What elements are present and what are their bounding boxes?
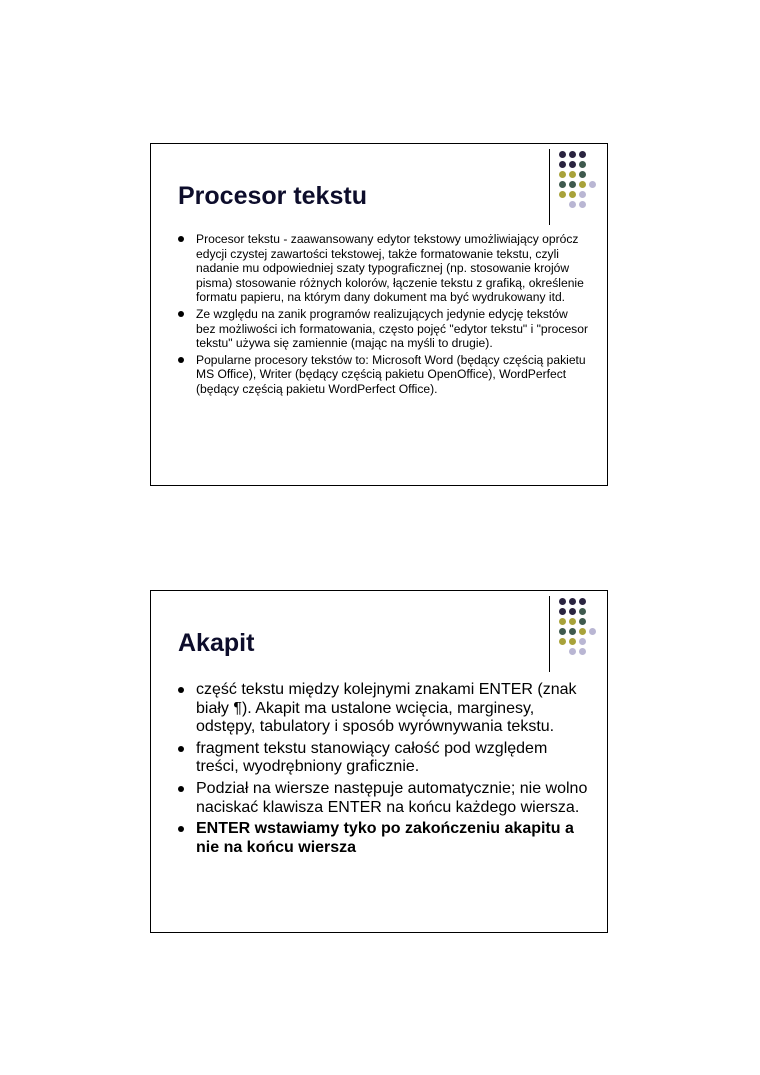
bullet-text: Podział na wiersze następuje automatycznie; nie wolno naciskać klawisza ENTER na końcu każdego wiersza. bbox=[196, 779, 588, 816]
slide-akapit bbox=[150, 590, 608, 933]
decorative-dot bbox=[569, 618, 576, 625]
decorative-dot bbox=[569, 598, 576, 605]
bullet-icon bbox=[178, 826, 184, 832]
decorative-dot bbox=[559, 161, 566, 168]
bullet-icon bbox=[178, 687, 184, 693]
decorative-dot bbox=[569, 161, 576, 168]
decorative-dot bbox=[559, 191, 566, 198]
decorative-dot bbox=[579, 151, 586, 158]
decorative-dot bbox=[579, 181, 586, 188]
decorative-dot bbox=[569, 201, 576, 208]
decorative-dot bbox=[569, 151, 576, 158]
decorative-dot bbox=[579, 638, 586, 645]
decorative-dot bbox=[569, 608, 576, 615]
bullet-icon bbox=[178, 786, 184, 792]
list-item bbox=[176, 780, 589, 817]
decorative-dot-grid bbox=[549, 596, 609, 671]
decorative-dot bbox=[569, 638, 576, 645]
decorative-dot bbox=[579, 161, 586, 168]
decorative-dot bbox=[579, 628, 586, 635]
decorative-dot bbox=[559, 171, 566, 178]
bullet-list bbox=[176, 681, 589, 860]
decorative-dot bbox=[579, 171, 586, 178]
bullet-icon bbox=[178, 311, 184, 317]
bullet-text: fragment tekstu stanowiący całość pod względem treści, wyodrębniony graficznie. bbox=[196, 739, 548, 776]
divider bbox=[549, 149, 550, 225]
decorative-dot bbox=[559, 628, 566, 635]
decorative-dot bbox=[579, 608, 586, 615]
decorative-dot bbox=[569, 181, 576, 188]
bullet-text: Procesor tekstu - zaawansowany edytor tekstowy umożliwiający oprócz edycji czystej zawartości tekstowej, także formatowanie tekstu, czyli nadanie mu odpowiedniej szaty typograficznej (np. stosowanie krojów pisma) stosowanie różnych kolorów, łączenie tekstu z grafiką, określenie formatu papieru, na którym dany dokument ma być wydrukowany itd. bbox=[196, 232, 584, 305]
list-item bbox=[176, 353, 589, 397]
decorative-dot bbox=[579, 191, 586, 198]
list-item bbox=[176, 307, 589, 351]
bullet-text: część tekstu między kolejnymi znakami ENTER (znak biały ¶). Akapit ma ustalone wcięcia, marginesy, odstępy, tabulatory i sposób wyrównywania tekstu. bbox=[196, 681, 577, 736]
slide-title: Procesor tekstu bbox=[178, 182, 367, 210]
decorative-dot bbox=[589, 181, 596, 188]
decorative-dot-grid bbox=[549, 149, 609, 224]
decorative-dot bbox=[559, 608, 566, 615]
decorative-dot bbox=[569, 171, 576, 178]
slide-procesor-tekstu bbox=[150, 143, 608, 486]
list-item bbox=[176, 820, 589, 857]
bullet-text: ENTER wstawiamy tyko po zakończeniu akapitu a nie na końcu wiersza bbox=[196, 820, 574, 856]
bullet-icon bbox=[178, 746, 184, 752]
bullet-text: Popularne procesory tekstów to: Microsoft Word (będący częścią pakietu MS Office), Writer (będący częścią pakietu OpenOffice), WordPerfect (będący częścią pakietu WordPerfect Office). bbox=[196, 352, 586, 396]
decorative-dot bbox=[559, 638, 566, 645]
decorative-dot bbox=[559, 151, 566, 158]
slide-title: Akapit bbox=[178, 629, 255, 657]
decorative-dot bbox=[579, 201, 586, 208]
bullet-icon bbox=[178, 236, 184, 242]
divider bbox=[549, 596, 550, 672]
decorative-dot bbox=[569, 628, 576, 635]
decorative-dot bbox=[569, 191, 576, 198]
list-item bbox=[176, 681, 589, 737]
decorative-dot bbox=[579, 648, 586, 655]
list-item bbox=[176, 740, 589, 777]
decorative-dot bbox=[579, 618, 586, 625]
decorative-dot bbox=[569, 648, 576, 655]
bullet-list bbox=[176, 232, 589, 399]
decorative-dot bbox=[559, 598, 566, 605]
bullet-icon bbox=[178, 357, 184, 363]
list-item bbox=[176, 232, 589, 305]
decorative-dot bbox=[559, 181, 566, 188]
decorative-dot bbox=[559, 618, 566, 625]
decorative-dot bbox=[589, 628, 596, 635]
bullet-text: Ze względu na zanik programów realizujących jedynie edycję tekstów bez możliwości ich formatowania, często pojęć "edytor tekstu" i "procesor tekstu" używa się zamiennie (mając na myśli to drugie). bbox=[196, 306, 588, 351]
decorative-dot bbox=[579, 598, 586, 605]
